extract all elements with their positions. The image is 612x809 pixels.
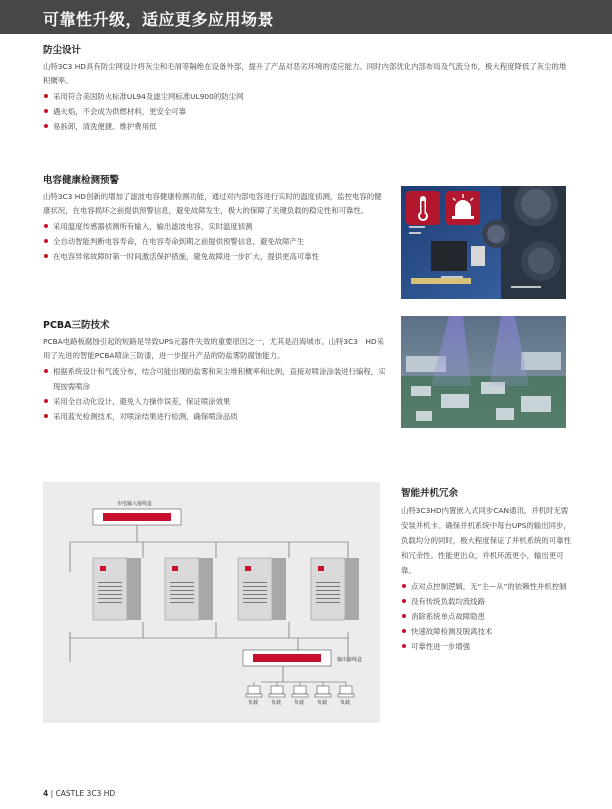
pcba-paragraph: PCBA电路板腐蚀引起的短路是导致UPS元器件失效的重要原因之一，尤其是沿海城市。山特3C3 HD采用了先进的智能PCBA喷涂三防漆，进一步提升产品的防盐雾防腐蚀能力。 <box>43 337 384 360</box>
load-label: 负载 <box>271 700 282 706</box>
list-item: 采用全自动化设计，避免人力操作误差，保证喷涂效果 <box>43 394 388 409</box>
load-label: 负载 <box>317 700 328 706</box>
pcba-section <box>43 317 388 424</box>
dust-heading: 防尘设计 <box>43 45 82 56</box>
parallel-bullets <box>401 579 571 654</box>
list-item: 根据系统设计和气流分布，结合可能出现的盐雾和灰尘堆积概率和比例，直接对喷涂涂装进行编程，实现按需喷涂 <box>43 364 388 394</box>
list-item: 没有传统负载均流线路 <box>401 594 571 609</box>
parallel-section <box>401 485 571 654</box>
pcba-heading: PCBA三防技术 <box>43 320 110 331</box>
capacitor-bullets <box>43 219 388 264</box>
list-item: 可靠性进一步增强 <box>401 639 571 654</box>
product-name: CASTLE 3C3 HD <box>55 789 116 798</box>
parallel-paragraph: 山特3C3HD内置嵌入式同步CAN通讯，并机时无需安装并机卡。确保并机系统中每台UPS的输出同步，负载均分的同时，极大程度保证了并机系统的可靠性和冗余性。性能更出众，并机环流更小，输出更可靠。 <box>401 506 571 575</box>
dust-section <box>43 42 569 134</box>
list-item: 全自动智能判断电容寿命，在电容寿命到期之前提供预警信息，避免故障产生 <box>43 234 388 249</box>
list-item: 消除系统单点故障隐患 <box>401 609 571 624</box>
load-label: 负载 <box>340 700 351 706</box>
capacitor-heading: 电容健康检测预警 <box>43 175 120 186</box>
list-item: 易拆卸，清洗便捷。维护费用低 <box>43 119 569 134</box>
page-title: 可靠性升级，适应更多应用场景 <box>43 10 275 29</box>
list-item: 遇火焰，不会成为供燃材料，更安全可靠 <box>43 104 569 119</box>
output-junction-label: 输出接线盒 <box>337 657 363 663</box>
list-item: 在电容异常故障时第一时间激活保护措施，避免故障进一步扩大，提供更高可靠性 <box>43 249 388 264</box>
input-junction-label: 市电输入接线盒 <box>117 501 153 507</box>
page-number: 4 <box>43 789 49 798</box>
dust-paragraph: 山特3C3 HD具有防尘网设计将灰尘和毛屑等隔绝在设备外部，提升了产品对恶劣环境的适应能力。同时内部优化内部布局及气流分布，极大程度降低了灰尘的堆积概率。 <box>43 62 567 85</box>
list-item: 点对点控制逻辑，无“主—从”的依赖性并机控制 <box>401 579 571 594</box>
capacitor-section <box>43 172 388 264</box>
list-item: 快速故障检测及脱离技术 <box>401 624 571 639</box>
parallel-system-diagram <box>43 482 380 723</box>
capacitor-board-photo <box>401 186 566 299</box>
pcba-coating-photo <box>401 316 566 428</box>
footer-separator: | <box>50 789 54 798</box>
load-label: 负载 <box>248 700 259 706</box>
title-bar <box>0 0 612 34</box>
parallel-heading: 智能并机冗余 <box>401 488 459 499</box>
list-item: 采用蓝光检测技术，对喷涂结果进行检测，确保喷涂品质 <box>43 409 388 424</box>
dust-bullets <box>43 89 569 134</box>
capacitor-paragraph: 山特3C3 HD创新的增加了滤波电容健康检测功能，通过对内部电容进行实时的温度侦测，监控电容的健康状况，在电容损坏之前提供预警信息，避免故障发生，极大的保障了关键负载的稳定性和可靠性。 <box>43 192 382 215</box>
load-label: 负载 <box>294 700 305 706</box>
page-footer <box>43 789 115 798</box>
list-item: 采用温度传感器侦测所有输入，输出滤波电容，实时温度侦测 <box>43 219 388 234</box>
pcba-bullets <box>43 364 388 424</box>
list-item: 采用符合美国防火标准UL94及滤尘网标准UL900的防尘网 <box>43 89 569 104</box>
